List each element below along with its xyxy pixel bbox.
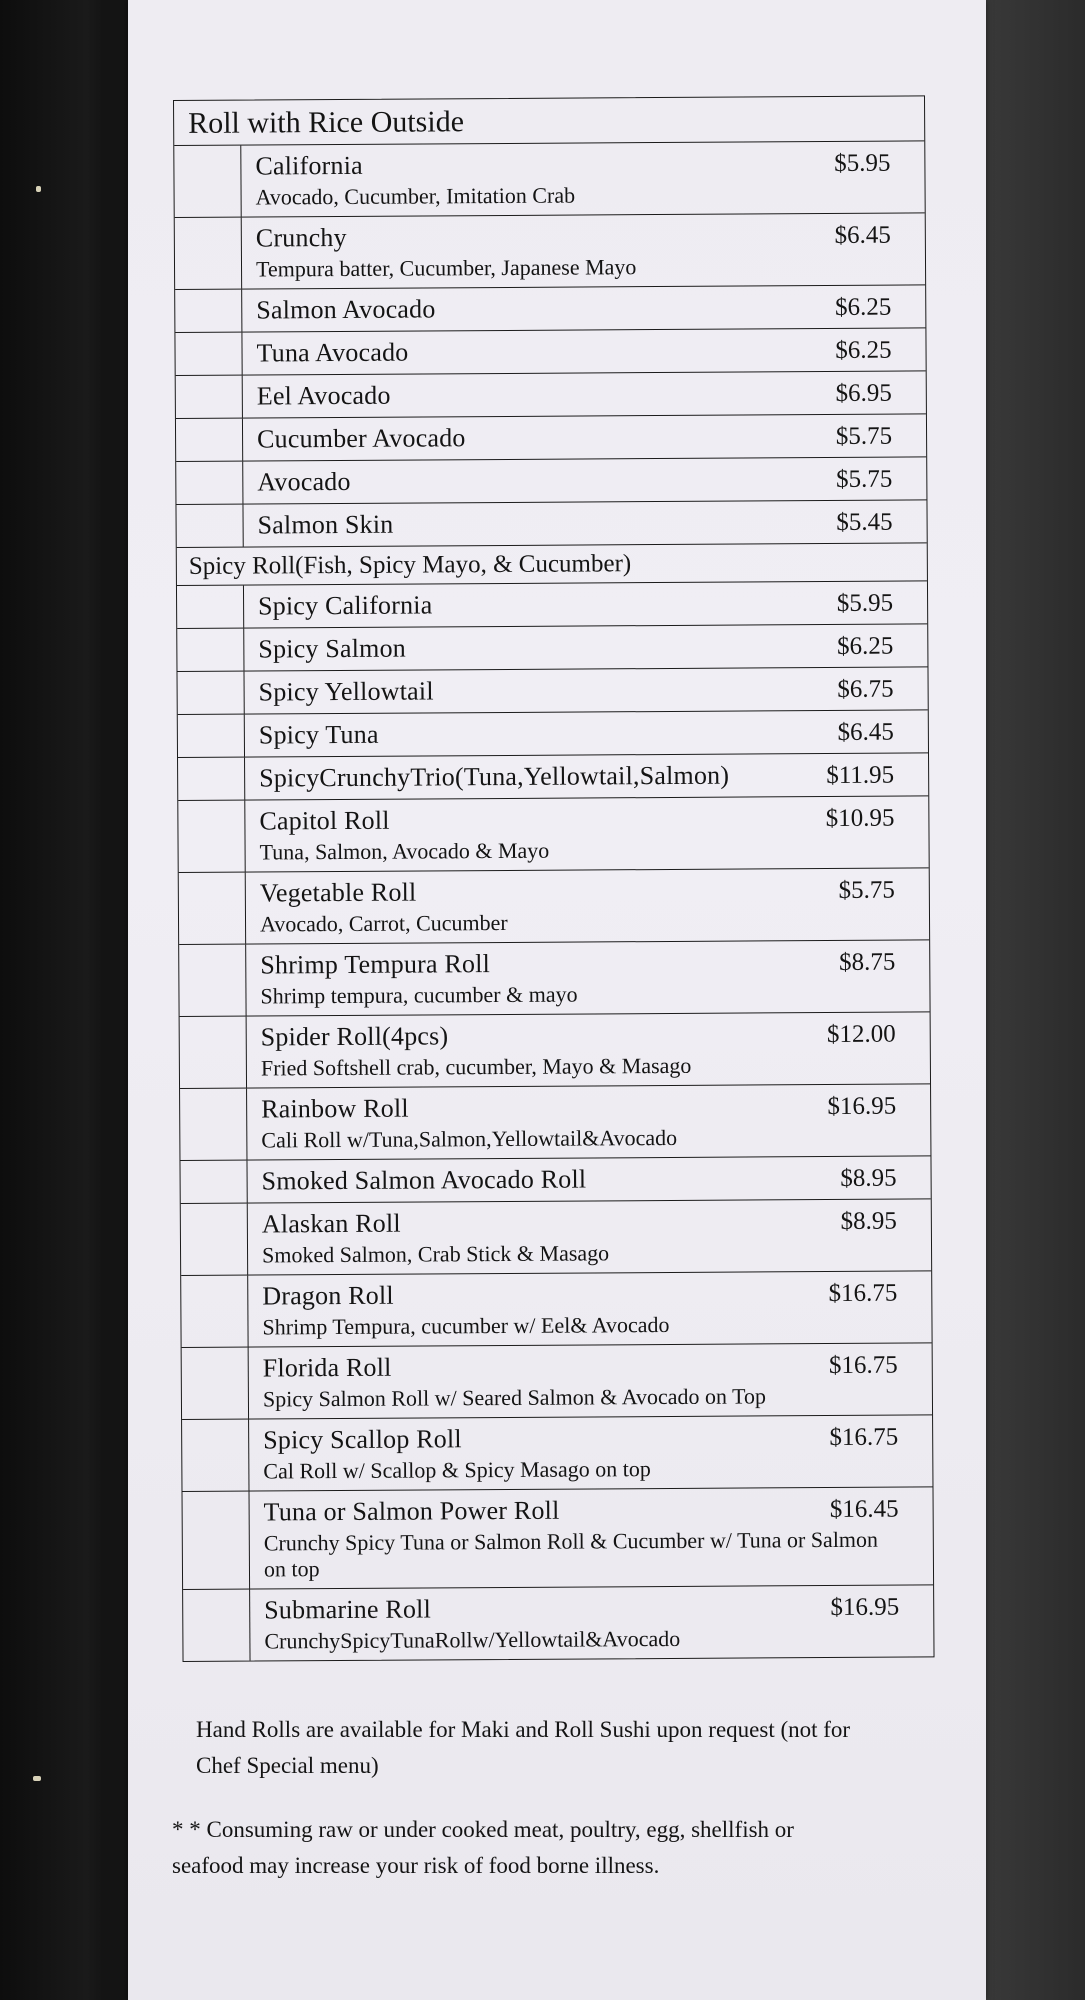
- item-name: Salmon Skin: [257, 509, 394, 540]
- menu-item: [243, 500, 926, 546]
- item-description: CrunchySpicyTunaRollw/Yellowtail&Avocado: [264, 1625, 681, 1654]
- item-name: Salmon Avocado: [256, 294, 436, 325]
- menu-item-row: [176, 370, 926, 418]
- row-gutter: [183, 1492, 251, 1589]
- menu-item: [247, 1012, 930, 1087]
- menu-item: [242, 285, 925, 331]
- row-gutter: [182, 1420, 249, 1491]
- row-gutter: [180, 1089, 247, 1160]
- menu-item: [242, 328, 925, 374]
- menu-item: [250, 1585, 933, 1660]
- paper-speck: [33, 1776, 41, 1781]
- item-price: $10.95: [825, 804, 895, 833]
- item-name: SpicyCrunchyTrio(Tuna,Yellowtail,Salmon): [259, 760, 730, 793]
- item-price: $5.45: [836, 508, 893, 536]
- item-description: Spicy Salmon Roll w/ Seared Salmon & Avocado on Top: [262, 1383, 767, 1412]
- item-price: $16.45: [829, 1495, 899, 1524]
- menu-item-row: [177, 666, 927, 714]
- menu-item-row: [180, 1083, 930, 1160]
- menu-item: [247, 1156, 930, 1202]
- menu-item: [242, 213, 925, 288]
- row-gutter: [179, 873, 246, 944]
- menu-item: [245, 710, 928, 756]
- item-price: $16.95: [827, 1092, 897, 1121]
- menu-item-row: [180, 1155, 930, 1203]
- menu-item: [244, 624, 927, 670]
- row-gutter: [183, 1590, 250, 1661]
- item-description: Cal Roll w/ Scallop & Spicy Masago on top: [263, 1456, 651, 1484]
- item-name: Cucumber Avocado: [256, 423, 466, 454]
- item-name: Capitol Roll: [259, 805, 390, 836]
- item-price: $5.95: [834, 149, 891, 177]
- item-name: Vegetable Roll: [259, 877, 417, 908]
- row-gutter: [182, 1348, 249, 1419]
- item-description: Tempura batter, Cucumber, Japanese Mayo: [255, 254, 637, 282]
- menu-item: [248, 1199, 931, 1274]
- row-gutter: [178, 758, 245, 800]
- item-name: Shrimp Tempura Roll: [260, 949, 491, 980]
- item-name: Spicy Tuna: [258, 719, 379, 750]
- row-gutter: [180, 1017, 247, 1088]
- menu-item: [245, 796, 928, 871]
- row-gutter: [175, 218, 242, 289]
- item-price: $5.95: [836, 589, 894, 617]
- menu-item-row: [178, 752, 928, 800]
- menu-item: [245, 753, 928, 799]
- item-price: $6.25: [837, 632, 894, 660]
- row-gutter: [179, 945, 246, 1016]
- item-description: Avocado, Carrot, Cucumber: [259, 909, 508, 937]
- food-safety-warning: * * Consuming raw or under cooked meat, poultry, egg, shellfish or seafood may increase your risk of food borne illness.: [172, 1817, 794, 1878]
- row-gutter: [177, 629, 244, 671]
- row-gutter: [181, 1204, 248, 1275]
- item-price: $16.75: [828, 1279, 898, 1308]
- menu-item-row: [175, 284, 925, 332]
- row-gutter: [175, 290, 242, 332]
- row-gutter: [176, 376, 243, 418]
- item-name: Dragon Roll: [262, 1280, 394, 1311]
- menu-item: [249, 1415, 932, 1490]
- item-price: $5.75: [835, 465, 893, 493]
- menu-item-row: [183, 1584, 933, 1661]
- menu-item: [250, 1487, 934, 1588]
- menu-item: [249, 1343, 932, 1418]
- menu-item: [241, 141, 924, 216]
- menu-item: [246, 868, 929, 943]
- menu-item-row: [181, 1270, 931, 1347]
- menu-item: [243, 371, 926, 417]
- section-title: Roll with Rice Outside: [188, 105, 465, 140]
- menu-item-row: [182, 1486, 933, 1589]
- row-gutter: [181, 1276, 248, 1347]
- item-price: $6.45: [837, 718, 894, 746]
- item-price: $5.75: [838, 876, 895, 904]
- menu-item-row: [178, 709, 928, 757]
- item-price: $12.00: [826, 1020, 896, 1049]
- section-header: [174, 96, 924, 145]
- menu-item: [246, 940, 929, 1015]
- menu-table: [173, 95, 935, 1662]
- menu-item-row: [175, 212, 925, 289]
- item-description: Cali Roll w/Tuna,Salmon,Yellowtail&Avocado: [261, 1124, 678, 1153]
- menu-item: [244, 581, 927, 627]
- menu-item-row: [176, 499, 926, 547]
- section-header: [177, 542, 927, 585]
- menu-item: [247, 1084, 930, 1159]
- item-price: $6.75: [837, 675, 894, 703]
- menu-item-row: [177, 580, 927, 628]
- item-price: $16.95: [830, 1593, 900, 1622]
- paper-speck: [36, 186, 41, 192]
- row-gutter: [177, 586, 244, 628]
- row-gutter: [175, 333, 242, 375]
- menu-item: [243, 457, 926, 503]
- menu-item-row: [182, 1414, 932, 1491]
- row-gutter: [176, 505, 243, 547]
- menu-item-row: [178, 795, 928, 872]
- item-name: Tuna or Salmon Power Roll: [263, 1495, 560, 1527]
- item-description: Shrimp Tempura, cucumber w/ Eel& Avocado: [262, 1311, 670, 1340]
- menu-item-row: [176, 456, 926, 504]
- row-gutter: [176, 462, 243, 504]
- item-name: Crunchy: [255, 222, 347, 253]
- menu-item: [243, 414, 926, 460]
- item-name: Spicy California: [258, 590, 433, 621]
- item-price: $16.75: [829, 1423, 899, 1452]
- row-gutter: [176, 419, 243, 461]
- item-price: $6.45: [834, 221, 891, 249]
- menu-item-row: [180, 1011, 930, 1088]
- item-price: $6.95: [835, 379, 892, 407]
- item-name: Avocado: [257, 466, 351, 497]
- item-price: $8.95: [840, 1164, 897, 1192]
- menu-item: [248, 1271, 931, 1346]
- item-description: Crunchy Spicy Tuna or Salmon Roll & Cucumber w/ Tuna or Salmon on top: [263, 1526, 879, 1582]
- menu-item-row: [175, 327, 925, 375]
- item-name: Rainbow Roll: [261, 1093, 409, 1124]
- hand-rolls-note: Hand Rolls are available for Maki and Roll Sushi upon request (not for Chef Special menu): [196, 1717, 851, 1778]
- row-gutter: [178, 801, 245, 872]
- menu-item: [244, 667, 927, 713]
- menu-item-row: [179, 867, 929, 944]
- item-price: $8.75: [838, 948, 896, 976]
- row-gutter: [180, 1161, 247, 1203]
- item-description: Tuna, Salmon, Avocado & Mayo: [259, 837, 550, 865]
- item-name: Spider Roll(4pcs): [260, 1021, 449, 1052]
- section-title: Spicy Roll(Fish, Spicy Mayo, & Cucumber): [188, 550, 632, 580]
- item-name: Tuna Avocado: [256, 337, 409, 368]
- menu-item-row: [179, 939, 929, 1016]
- item-name: Smoked Salmon Avocado Roll: [261, 1164, 587, 1196]
- item-name: Submarine Roll: [264, 1594, 432, 1625]
- menu-item-row: [181, 1198, 931, 1275]
- menu-item-row: [182, 1342, 932, 1419]
- item-price: $16.75: [828, 1351, 898, 1380]
- row-gutter: [174, 146, 241, 217]
- row-gutter: [177, 672, 244, 714]
- item-price: $5.75: [835, 422, 893, 450]
- menu-item-row: [177, 623, 927, 671]
- menu-item-row: [176, 413, 926, 461]
- item-name: Spicy Salmon: [258, 633, 407, 664]
- item-name: Florida Roll: [262, 1352, 392, 1383]
- menu-item-row: [174, 140, 924, 217]
- item-price: $8.95: [840, 1207, 897, 1235]
- item-price: $6.25: [835, 336, 892, 364]
- item-price: $6.25: [834, 293, 892, 321]
- item-name: Eel Avocado: [256, 380, 391, 411]
- item-name: Spicy Yellowtail: [258, 676, 434, 707]
- item-description: Fried Softshell crab, cucumber, Mayo & Masago: [260, 1052, 692, 1081]
- item-description: Shrimp tempura, cucumber & mayo: [260, 981, 578, 1009]
- item-name: Spicy Scallop Roll: [263, 1424, 462, 1455]
- item-name: Alaskan Roll: [261, 1208, 401, 1239]
- item-price: $11.95: [826, 761, 895, 790]
- row-gutter: [178, 715, 245, 757]
- item-name: California: [255, 150, 363, 181]
- item-description: Avocado, Cucumber, Imitation Crab: [255, 182, 576, 210]
- item-description: Smoked Salmon, Crab Stick & Masago: [261, 1240, 610, 1268]
